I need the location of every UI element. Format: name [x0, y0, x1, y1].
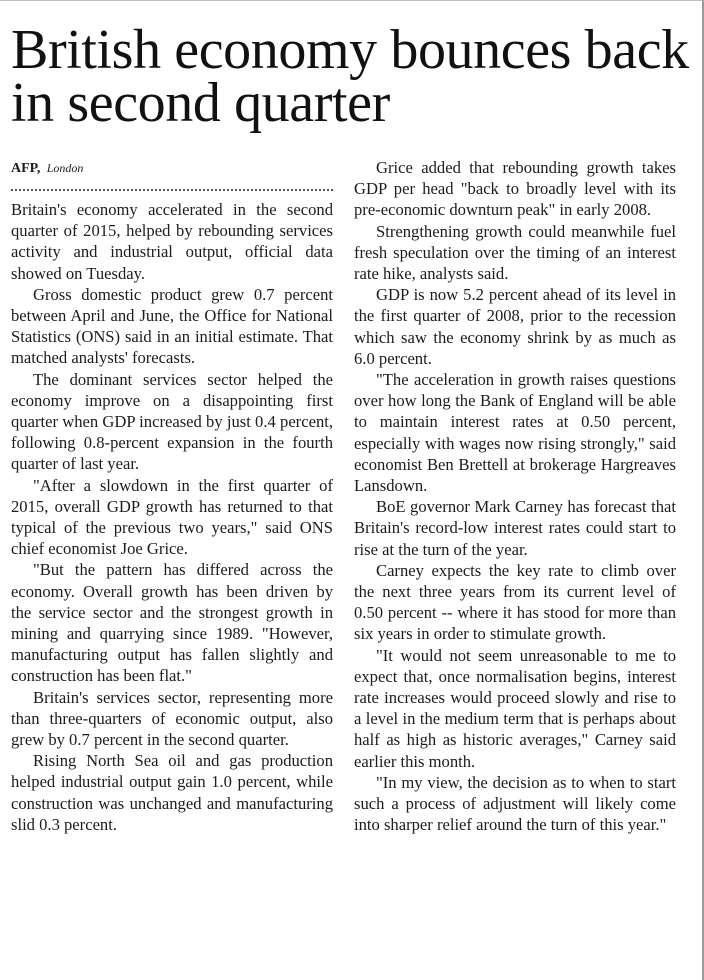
paragraph: "It would not seem unreasonable to me to expect that, once normalisation begins, interest rate increases would proceed slowly and rise to a level in the medium term that is perhaps about half as high as historic averages," Carney said earlier this month.	[354, 645, 676, 771]
paragraph: GDP is now 5.2 percent ahead of its level in the first quarter of 2008, prior to the recession which saw the economy shrink by as much as 6.0 percent.	[354, 285, 676, 368]
paragraph: "The acceleration in growth raises questions over how long the Bank of England will be able to maintain interest rates at 0.50 percent, especially with wages now rising strongly," said economist Ben Brettell at brokerage Hargreaves Lansdown.	[354, 370, 676, 496]
paragraph: The dominant services sector helped the economy improve on a disappointing first quarter when GDP increased by just 0.4 percent, following 0.8-percent expansion in the fourth quarter of last year.	[11, 369, 333, 474]
paragraph: Strengthening growth could meanwhile fuel fresh speculation over the timing of an interest rate hike, analysts said.	[354, 221, 676, 284]
paragraph: Carney expects the key rate to climb over the next three years from its current level of 0.50 percent -- where it has stood for more than six years in order to stimulate growth.	[354, 560, 676, 644]
paragraph: Grice added that rebounding growth takes GDP per head "back to broadly level with its pre-economic downturn peak" in early 2008.	[354, 158, 676, 220]
paragraph: "In my view, the decision as to when to start such a process of adjustment will likely come into sharper relief around the turn of this year."	[354, 772, 676, 835]
paragraph: "After a slowdown in the first quarter of 2015, overall GDP growth has returned to that typical of the previous two years," said ONS chief economist Joe Grice.	[11, 475, 333, 559]
byline-agency: AFP,	[11, 161, 41, 176]
article-column-right	[354, 157, 676, 836]
byline	[11, 157, 333, 179]
paragraph: Gross domestic product grew 0.7 percent between April and June, the Office for National Statistics (ONS) said in an initial estimate. That matched analysts' forecasts.	[11, 284, 333, 368]
byline-location: London	[46, 161, 84, 175]
paragraph: Britain's economy accelerated in the second quarter of 2015, helped by rebounding services activity and industrial output, official data showed on Tuesday.	[11, 200, 333, 283]
paragraph: Rising North Sea oil and gas production helped industrial output gain 1.0 percent, while construction was unchanged and manufacturing slid 0.3 percent.	[11, 751, 333, 834]
paragraph: "But the pattern has differed across the economy. Overall growth has been driven by the service sector and the strongest growth in mining and quarrying since 1989. "However, manufacturing output has fallen slightly and construction has been flat."	[11, 560, 333, 686]
byline-dotted-rule	[11, 189, 333, 191]
paragraph: Britain's services sector, representing more than three-quarters of economic output, also grew by 0.7 percent in the second quarter.	[11, 687, 333, 750]
article-headline: British economy bounces back in second quarter	[11, 19, 689, 134]
paragraph: BoE governor Mark Carney has forecast that Britain's record-low interest rates could start to rise at the turn of the year.	[354, 497, 676, 559]
article-column-left	[11, 157, 333, 835]
